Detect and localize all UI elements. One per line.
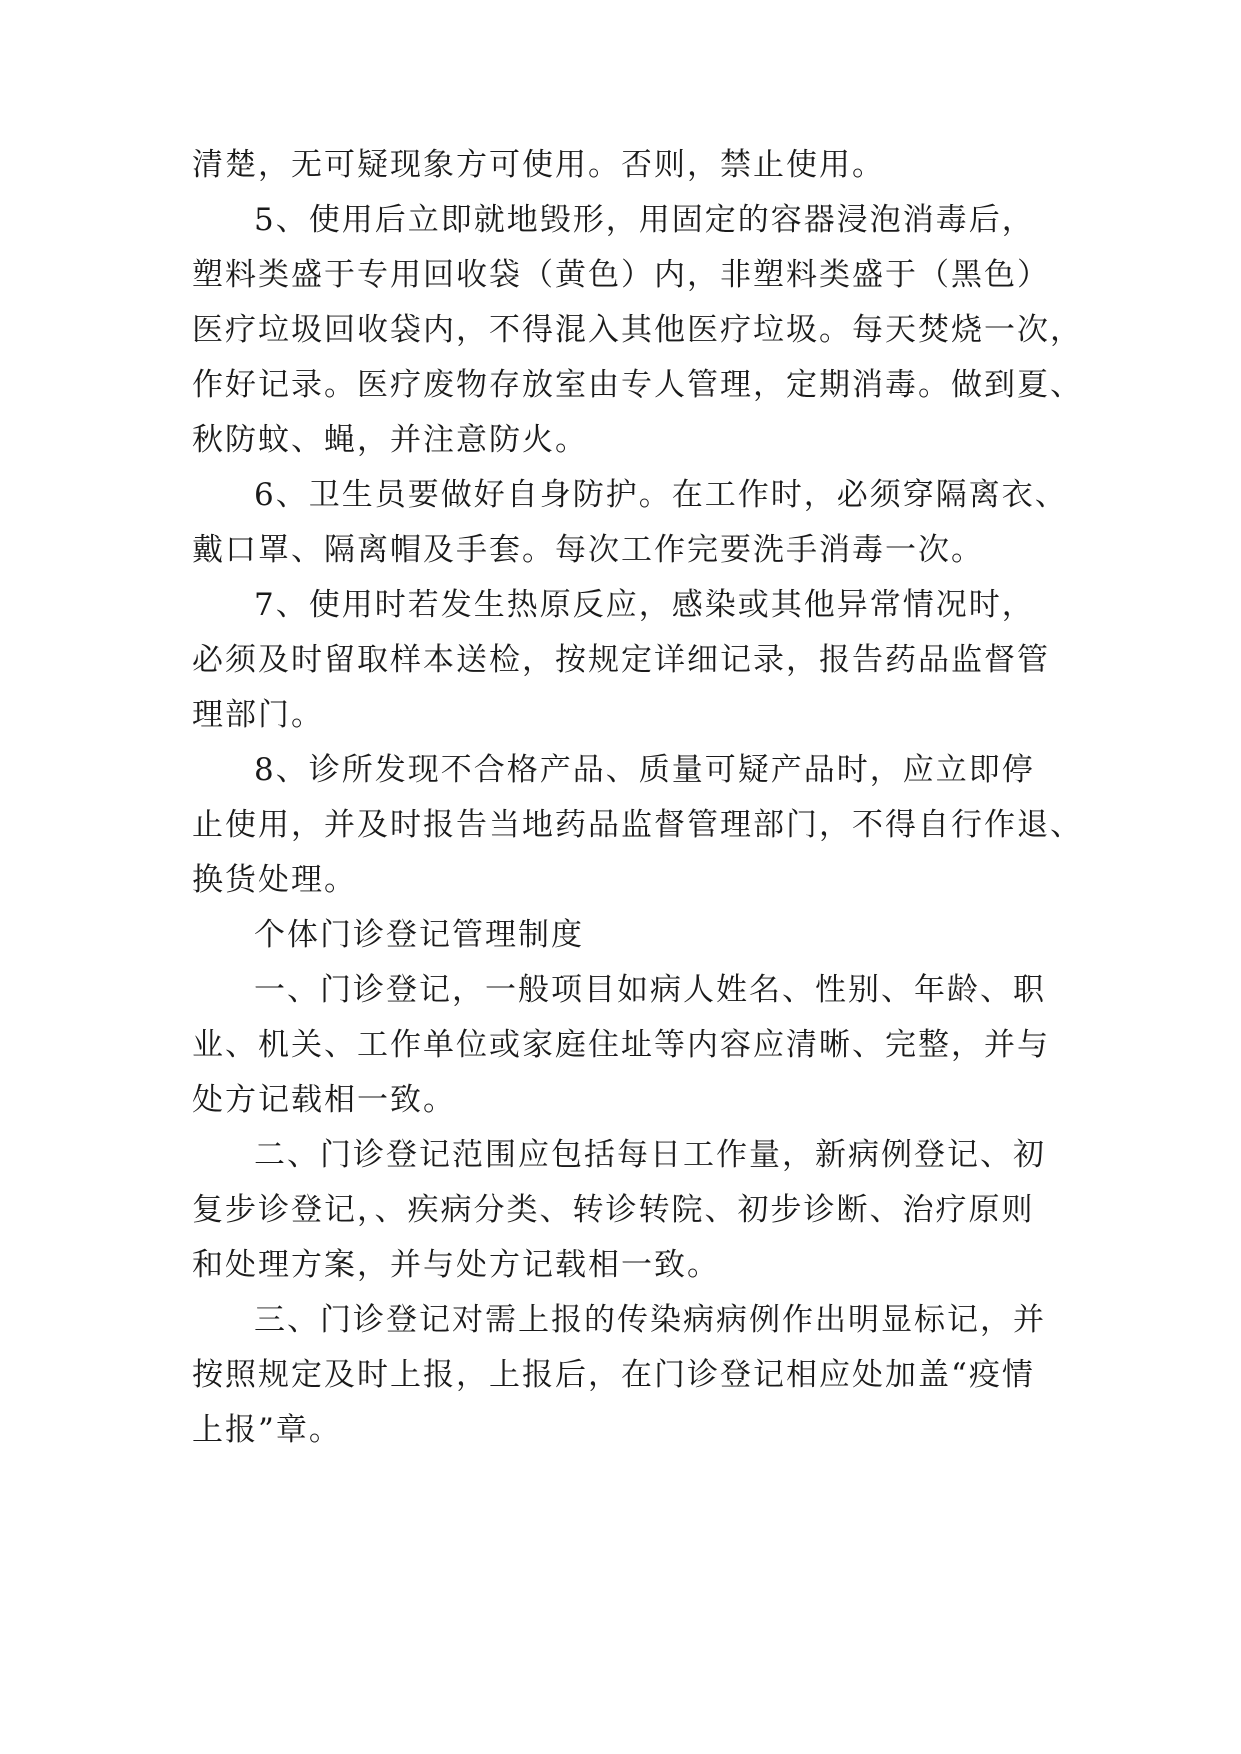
section-heading: 个体门诊登记管理制度	[254, 917, 584, 953]
text-line: 8、诊所发现不合格产品、质量可疑产品时，应立即停	[254, 752, 1035, 788]
text-line: 7、使用时若发生热原反应，感染或其他异常情况时，	[254, 587, 1035, 623]
text-line: 上报”章。	[192, 1412, 342, 1448]
text-line: 业、机关、工作单位或家庭住址等内容应清晰、完整，并与	[192, 1027, 1050, 1063]
text-line: 和处理方案，并与处方记载相一致。	[192, 1247, 720, 1283]
text-line: 必须及时留取样本送检，按规定详细记录，报告药品监督管	[192, 642, 1050, 678]
text-line: 塑料类盛于专用回收袋（黄色）内，非塑料类盛于（黑色）	[192, 257, 1050, 293]
text-line: 复步诊登记，、疾病分类、转诊转院、初步诊断、治疗原则	[192, 1192, 1035, 1228]
text-line: 5、使用后立即就地毁形，用固定的容器浸泡消毒后，	[254, 202, 1035, 238]
text-line: 医疗垃圾回收袋内，不得混入其他医疗垃圾。每天焚烧一次，	[192, 312, 1083, 348]
text-line: 换货处理。	[192, 862, 357, 898]
text-line: 秋防蚊、蝇，并注意防火。	[192, 422, 588, 458]
text-line: 处方记载相一致。	[192, 1082, 456, 1118]
text-line: 按照规定及时上报，上报后，在门诊登记相应处加盖“疫情	[192, 1357, 1035, 1393]
text-line: 止使用，并及时报告当地药品监督管理部门，不得自行作退、	[192, 807, 1083, 843]
text-line: 作好记录。医疗废物存放室由专人管理，定期消毒。做到夏、	[192, 367, 1083, 403]
text-line: 6、卫生员要做好自身防护。在工作时，必须穿隔离衣、	[254, 477, 1068, 513]
text-line: 一、门诊登记，一般项目如病人姓名、性别、年龄、职	[254, 972, 1046, 1008]
text-line: 理部门。	[192, 697, 324, 733]
text-line: 清楚，无可疑现象方可使用。否则，禁止使用。	[192, 147, 885, 183]
text-line: 戴口罩、隔离帽及手套。每次工作完要洗手消毒一次。	[192, 532, 984, 568]
text-line: 二、门诊登记范围应包括每日工作量，新病例登记、初	[254, 1137, 1046, 1173]
text-line: 三、门诊登记对需上报的传染病病例作出明显标记，并	[254, 1302, 1046, 1338]
